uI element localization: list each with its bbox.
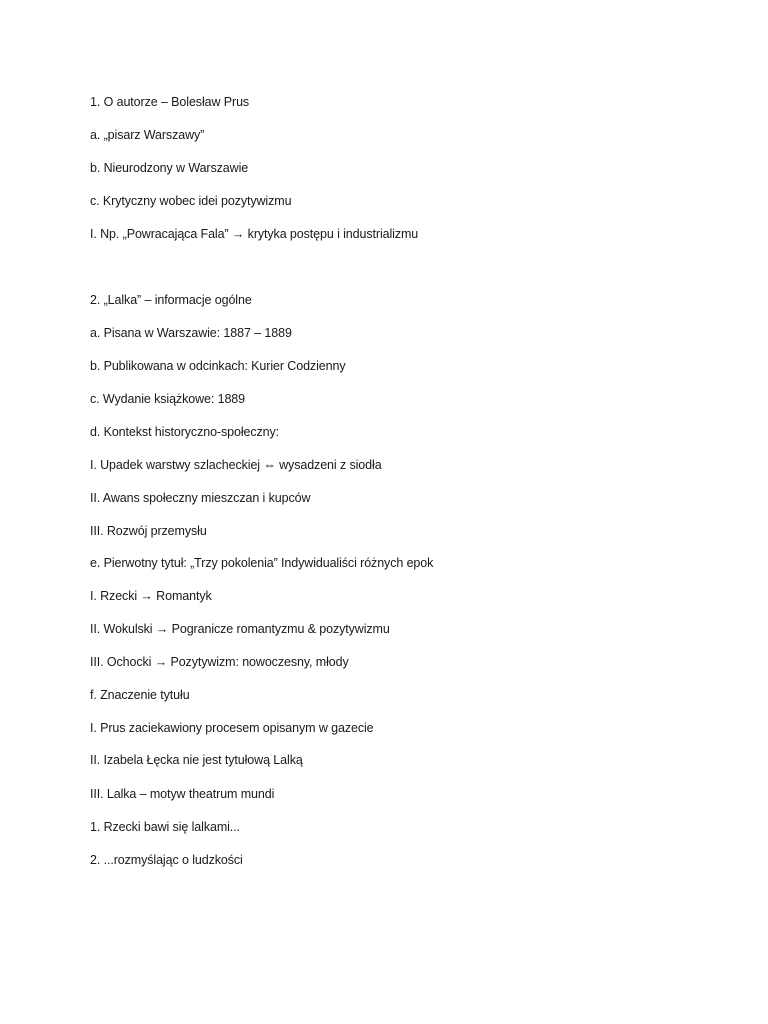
section-heading-author: 1. O autorze – Bolesław Prus xyxy=(90,95,250,109)
section-heading-lalka: 2. „Lalka” – informacje ogólne xyxy=(90,293,252,307)
list-item: 1. Rzecki bawi się lalkami... xyxy=(90,820,240,834)
list-item: a. Pisana w Warszawie: 1887 – 1889 xyxy=(90,326,292,340)
list-item: I. Rzecki → Romantyk xyxy=(90,589,212,603)
list-item: b. Nieurodzony w Warszawie xyxy=(90,161,249,175)
list-item: II. Wokulski → Pogranicze romantyzmu & pozytywizmu xyxy=(90,622,390,636)
list-item: b. Publikowana w odcinkach: Kurier Codzienny xyxy=(90,359,346,373)
list-item: I. Upadek warstwy szlacheckiej ⇔ wysadzeni z siodła xyxy=(90,458,382,472)
list-item: c. Wydanie książkowe: 1889 xyxy=(90,392,246,406)
list-item: d. Kontekst historyczno-społeczny: xyxy=(90,425,280,439)
list-item: e. Pierwotny tytuł: „Trzy pokolenia” Indywidualiści różnych epok xyxy=(90,556,434,570)
list-item: III. Rozwój przemysłu xyxy=(90,524,207,538)
list-item: f. Znaczenie tytułu xyxy=(90,688,190,702)
list-item: II. Awans społeczny mieszczan i kupców xyxy=(90,491,311,505)
list-item: c. Krytyczny wobec idei pozytywizmu xyxy=(90,194,292,208)
list-item: III. Ochocki → Pozytywizm: nowoczesny, młody xyxy=(90,655,349,669)
list-item: III. Lalka – motyw theatrum mundi xyxy=(90,787,275,801)
list-item: II. Izabela Łęcka nie jest tytułową Lalką xyxy=(90,753,303,767)
list-item: 2. ...rozmyślając o ludzkości xyxy=(90,853,243,867)
list-item: a. „pisarz Warszawy” xyxy=(90,128,205,142)
list-item: I. Prus zaciekawiony procesem opisanym w gazecie xyxy=(90,721,374,735)
list-item: I. Np. „Powracająca Fala” → krytyka postępu i industrializmu xyxy=(90,227,419,241)
